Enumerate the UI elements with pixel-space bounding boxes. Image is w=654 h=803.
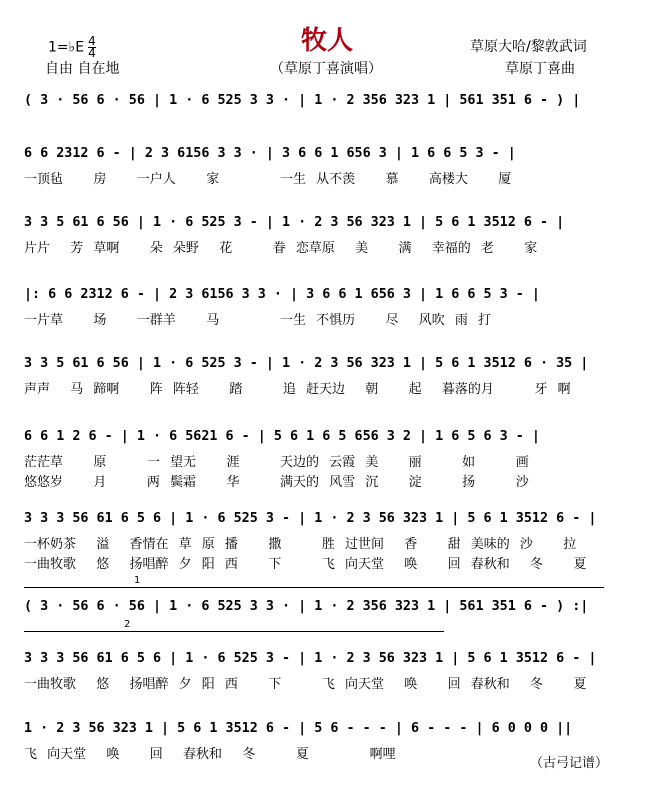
lyricist-credit: 草原大哈/黎敦武词 bbox=[470, 39, 587, 55]
score-system bbox=[24, 510, 636, 574]
volta-label: 1 bbox=[134, 575, 141, 586]
notation-line: 3 3 3 56 61 6 5 6 | 1 · 6 525 3 - | 1 · 2 3 56 323 1 | 5 6 1 3512 6 - | bbox=[24, 511, 597, 526]
volta-bracket bbox=[24, 619, 444, 632]
notation-line: ( 3 · 56 6 · 56 | 1 · 6 525 3 3 · | 1 · 2 356 323 1 | 561 351 6 - ) :| bbox=[24, 599, 589, 614]
score-system bbox=[24, 428, 636, 492]
notation-line: 6 6 2312 6 - | 2 3 6156 3 3 · | 3 6 6 1 656 3 | 1 6 6 5 3 - | bbox=[24, 146, 516, 161]
score-system bbox=[24, 214, 636, 258]
lyric-line: 一片草 场 一群羊 马 一生 不惧历 尽 风吹 雨 打 bbox=[24, 313, 492, 328]
lyric-line: 飞 向天堂 唤 回 春秋和 冬 夏 啊哩 bbox=[24, 747, 396, 762]
lyric-line: 声声 马 蹄啊 阵 阵轻 踏 追 赶天边 朝 起 暮落的月 牙 啊 bbox=[24, 382, 571, 397]
key-label: 1=♭E bbox=[48, 39, 85, 56]
notation-line: 3 3 3 56 61 6 5 6 | 1 · 6 525 3 - | 1 · 2 3 56 323 1 | 5 6 1 3512 6 - | bbox=[24, 651, 597, 666]
notation-line: 6 6 1 2 6 - | 1 · 6 5621 6 - | 5 6 1 6 5 656 3 2 | 1 6 5 6 3 - | bbox=[24, 429, 540, 444]
lyric-line: 一曲牧歌 悠 扬唱醉 夕 阳 西 下 飞 向天堂 唤 回 春秋和 冬 夏 bbox=[24, 557, 587, 572]
score-system bbox=[24, 650, 636, 694]
notation-line: 1 · 2 3 56 323 1 | 5 6 1 3512 6 - | 5 6 - - - | 6 - - - | 6 0 0 0 || bbox=[24, 721, 573, 736]
lyric-line: 一顶毡 房 一户人 家 一生 从不羡 慕 高楼大 厦 bbox=[24, 172, 512, 187]
volta-label: 2 bbox=[124, 619, 131, 630]
lyric-line: 茫茫草 原 一 望无 涯 天边的 云霞 美 丽 如 画 bbox=[24, 455, 529, 470]
lyric-line: 一曲牧歌 悠 扬唱醉 夕 阳 西 下 飞 向天堂 唤 回 春秋和 冬 夏 bbox=[24, 677, 587, 692]
notation-line: 3 3 5 61 6 56 | 1 · 6 525 3 - | 1 · 2 3 56 323 1 | 5 6 1 3512 6 - | bbox=[24, 215, 565, 230]
notation-line: 3 3 5 61 6 56 | 1 · 6 525 3 - | 1 · 2 3 56 323 1 | 5 6 1 3512 6 · 35 | bbox=[24, 356, 589, 371]
transcriber-credit: （古弓记谱） bbox=[530, 756, 609, 771]
lyric-line: 片片 芳 草啊 朵 朵野 花 眷 恋草原 美 满 幸福的 老 家 bbox=[24, 241, 538, 256]
lyric-line: 一杯奶茶 溢 香情在 草 原 播 撒 胜 过世间 香 甜 美味的 沙 拉 bbox=[24, 537, 577, 552]
time-signature: $\frac{4}{4}$ bbox=[88, 34, 96, 60]
score-system bbox=[24, 286, 636, 330]
score-system bbox=[24, 598, 636, 616]
singer-credit: （草原丁喜演唱） bbox=[270, 61, 382, 77]
tempo-marking: 自由 自在地 bbox=[45, 61, 120, 77]
score-system bbox=[24, 145, 636, 189]
notation-line: ( 3 · 56 6 · 56 | 1 · 6 525 3 3 · | 1 · 2 356 323 1 | 561 351 6 - ) | bbox=[24, 93, 581, 108]
score-system bbox=[24, 92, 636, 110]
lyric-line: 悠悠岁 月 两 鬓霜 华 满天的 风雪 沉 淀 扬 沙 bbox=[24, 475, 529, 490]
score-system bbox=[24, 355, 636, 399]
composer-credit: 草原丁喜曲 bbox=[505, 61, 575, 77]
notation-line: |: 6 6 2312 6 - | 2 3 6156 3 3 · | 3 6 6 1 656 3 | 1 6 6 5 3 - | bbox=[24, 287, 540, 302]
volta-bracket bbox=[24, 575, 604, 588]
song-title: 牧人 bbox=[300, 26, 353, 56]
key-signature bbox=[48, 36, 96, 59]
